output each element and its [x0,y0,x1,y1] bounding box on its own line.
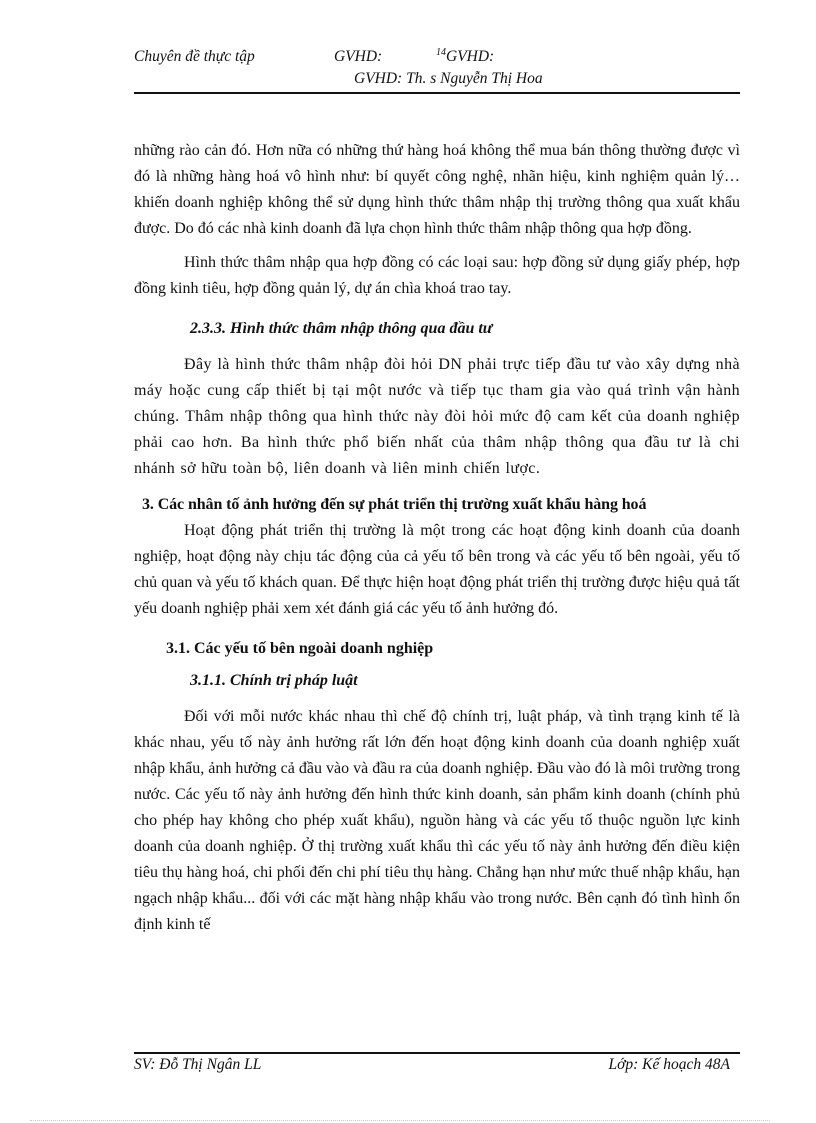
header-advisor: GVHD: Th. s Nguyễn Thị Hoa [354,70,543,87]
heading-2-3-3: 2.3.3. Hình thức thâm nhập thông qua đầu tư [190,320,493,337]
footer-class: Lớp: Kế hoạch 48A [608,1056,730,1073]
page-footer [134,1056,740,1080]
paragraph-market-factors: Hoạt động phát triển thị trường là một trong các hoạt động kinh doanh của doanh nghiệp, hoạt động này chịu tác động của cả yếu tố bên trong và các yếu tố bên ngoài, yếu tố chủ quan và yếu tố khách quan. Để thực hiện hoạt động phát triển thị trường được hiệu quả tất yếu doanh nghiệp phải xem xét đánh giá các yếu tố ảnh hưởng đó. [134,522,740,617]
page-header [134,46,740,94]
header-gvhd-text: GVHD: [446,48,495,65]
page-number: 14 [436,46,446,58]
heading-3-1-1: 3.1.1. Chính trị pháp luật [190,672,358,689]
document-body [134,138,740,938]
header-divider [134,92,740,94]
paragraph-politics-law: Đối với mỗi nước khác nhau thì chế độ chính trị, luật pháp, và tình trạng kinh tế là khác nhau, yếu tố này ảnh hưởng rất lớn đến hoạt động kinh doanh của doanh nghiệp xuất nhập khẩu, ảnh hưởng cả đầu vào và đầu ra của doanh nghiệp. Đầu vào đó là môi trường trong nước. Các yếu tố này ảnh hưởng đến hình thức kinh doanh, sản phẩm kinh doanh (chính phủ cho phép hay không cho phép xuất khẩu), nguồn hàng và các yếu tố thuộc nguồn lực kinh doanh của doanh nghiệp. Ở thị trường xuất khẩu thì các yếu tố này ảnh hưởng đến điều kiện tiêu thụ hàng hoá, chi phối đến chi phí tiêu thụ hàng. Chẳng hạn như mức thuế nhập khẩu, hạn ngạch nhập khẩu... đối với các mặt hàng nhập khẩu vào trong nước. Bên cạnh đó tình hình ổn định kinh tế [134,708,740,933]
paragraph-contract-entry: những rào cản đó. Hơn nữa có những thứ hàng hoá không thể mua bán thông thường được vì đó là những hàng hoá vô hình như: bí quyết công nghệ, nhãn hiệu, kinh nghiệm quản lý… khiến doanh nghiệp không thể sử dụng hình thức thâm nhập thị trường thông qua xuất khẩu được. Do đó các nhà kinh doanh đã lựa chọn hình thức thâm nhập thông qua hợp đồng. [134,142,740,237]
footer-divider [134,1052,740,1054]
header-gvhd-label-2 [436,48,494,66]
page-edge [30,1120,770,1121]
header-gvhd-label: GVHD: [334,48,383,65]
paragraph-investment-entry: Đây là hình thức thâm nhập đòi hỏi DN phải trực tiếp đầu tư vào xây dựng nhà máy hoặc cung cấp thiết bị tại một nước và tiếp tục tham gia vào quá trình vận hành chúng. Thâm nhập thông qua hình thức này đòi hỏi mức độ cam kết của doanh nghiệp phải cao hơn. Ba hình thức phổ biến nhất của thâm nhập thông qua đầu tư là chi nhánh sở hữu toàn bộ, liên doanh và liên minh chiến lược. [134,356,740,477]
header-course-title: Chuyên đề thực tập [134,48,255,65]
paragraph-contract-types: Hình thức thâm nhập qua hợp đồng có các loại sau: hợp đồng sử dụng giấy phép, hợp đồng kinh tiêu, hợp đồng quản lý, dự án chìa khoá trao tay. [134,254,740,297]
footer-student: SV: Đỗ Thị Ngân LL [134,1056,262,1073]
heading-3: 3. Các nhân tố ảnh hưởng đến sự phát triển thị trường xuất khẩu hàng hoá [142,496,647,513]
heading-3-1: 3.1. Các yếu tố bên ngoài doanh nghiệp [166,640,434,657]
